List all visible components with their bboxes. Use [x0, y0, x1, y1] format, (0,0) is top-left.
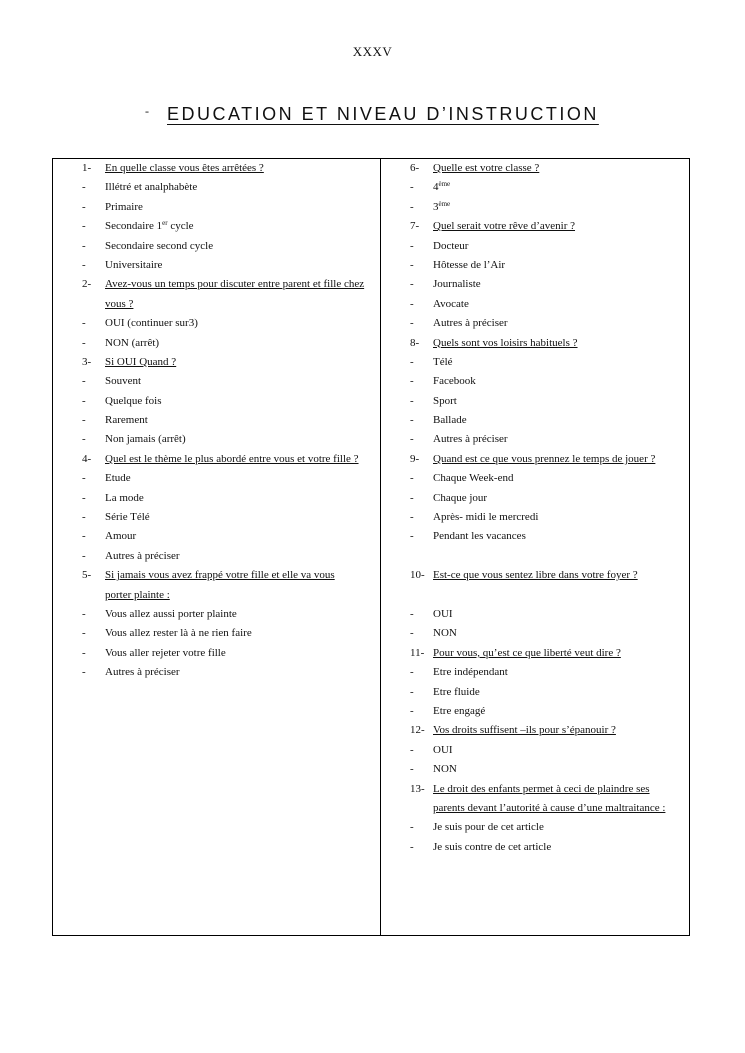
- item-marker: -: [410, 181, 414, 194]
- item-marker: -: [82, 511, 86, 524]
- item-marker: -: [410, 258, 414, 271]
- item-text: Universitaire: [105, 258, 163, 271]
- question-text: [105, 566, 335, 585]
- option-text: [105, 334, 159, 353]
- item-marker: -: [82, 394, 86, 407]
- answer-option: [410, 198, 685, 217]
- item-text: Secondaire second cycle: [105, 239, 214, 252]
- item-marker: -: [410, 200, 414, 213]
- answer-option: [82, 644, 382, 663]
- item-text: Docteur: [433, 239, 469, 252]
- option-text: [105, 430, 186, 449]
- question-text: [433, 721, 616, 740]
- option-text: [105, 624, 252, 643]
- answer-option: [410, 178, 685, 197]
- blank-row: [410, 547, 685, 566]
- option-text: [105, 256, 162, 275]
- answer-option: [410, 663, 685, 682]
- item-marker: -: [410, 414, 414, 427]
- item-text: Quel serait votre rêve d’avenir ?: [433, 220, 576, 233]
- item-marker: -: [82, 181, 86, 194]
- question-row: [82, 295, 382, 314]
- answer-option: [410, 527, 685, 546]
- answer-option: [82, 314, 382, 333]
- question-row: [410, 450, 685, 469]
- item-marker: 1-: [82, 162, 92, 174]
- answer-option: [410, 256, 685, 275]
- item-marker: 5-: [82, 569, 92, 582]
- answer-option: [410, 702, 685, 721]
- option-text: [105, 644, 226, 663]
- option-text: [433, 198, 450, 217]
- item-marker: -: [82, 666, 86, 679]
- answer-option: [410, 469, 685, 488]
- option-text: [105, 469, 131, 488]
- item-text: Pendant les vacances: [433, 530, 526, 543]
- item-text: porter plainte :: [105, 588, 170, 601]
- item-marker: -: [410, 278, 414, 291]
- item-marker: -: [82, 239, 86, 252]
- item-marker: 4-: [82, 452, 92, 465]
- item-text: Autres à préciser: [105, 549, 180, 562]
- item-marker: -: [82, 491, 86, 504]
- option-text: [433, 624, 457, 643]
- option-text: [433, 314, 508, 333]
- option-text: [433, 295, 469, 314]
- question-text: [433, 159, 539, 178]
- answer-option: [82, 411, 382, 430]
- item-text: Avocate: [433, 297, 469, 310]
- answer-option: [82, 663, 382, 682]
- answer-option: [410, 430, 685, 449]
- answer-option: [410, 275, 685, 294]
- option-text: [433, 489, 487, 508]
- item-marker: 11-: [410, 646, 425, 659]
- item-text: Le droit des enfants permet à ceci de plaindre ses: [433, 782, 650, 795]
- question-text: [433, 566, 638, 585]
- item-text: Hôtesse de l’Air: [433, 258, 506, 271]
- item-marker: -: [410, 317, 414, 330]
- item-marker: -: [410, 355, 414, 368]
- option-text: [105, 527, 136, 546]
- item-text: En quelle classe vous êtes arrêtées ?: [105, 162, 264, 174]
- answer-option: [410, 760, 685, 779]
- title-text: EDUCATION ET NIVEAU D’INSTRUCTION: [167, 104, 599, 124]
- item-text: Autres à préciser: [433, 317, 508, 330]
- answer-option: [82, 527, 382, 546]
- answer-option: [410, 392, 685, 411]
- question-row: [82, 586, 382, 605]
- superscript: ème: [438, 199, 451, 208]
- option-text: [105, 314, 198, 333]
- answer-option: [410, 838, 685, 857]
- item-marker: -: [410, 704, 414, 717]
- question-text: [433, 217, 575, 236]
- right-column: [410, 159, 685, 857]
- answer-option: [410, 605, 685, 624]
- item-text-suffix: cycle: [167, 220, 194, 233]
- item-marker: -: [82, 627, 86, 640]
- question-text: [105, 159, 264, 178]
- item-marker: -: [410, 666, 414, 679]
- item-text: Rarement: [105, 414, 148, 427]
- item-text: Secondaire 1: [105, 220, 163, 233]
- item-text: Vos droits suffisent –ils pour s’épanouir ?: [433, 724, 616, 737]
- item-marker: 7-: [410, 220, 420, 233]
- item-text: Quelle est votre classe ?: [433, 162, 540, 174]
- item-marker: -: [82, 220, 86, 233]
- option-text: [105, 392, 162, 411]
- answer-option: [82, 430, 382, 449]
- item-marker: -: [410, 743, 414, 756]
- item-marker: -: [410, 297, 414, 310]
- item-marker: -: [410, 685, 414, 698]
- item-text: Après- midi le mercredi: [433, 511, 539, 524]
- superscript: er: [162, 219, 168, 228]
- answer-option: [82, 624, 382, 643]
- option-text: [433, 605, 453, 624]
- item-text: Quel est le thème le plus abordé entre vous et votre fille ?: [105, 452, 359, 465]
- answer-option: [82, 334, 382, 353]
- option-text: [105, 489, 144, 508]
- answer-option: [82, 178, 382, 197]
- option-text: [433, 392, 457, 411]
- question-row: [410, 217, 685, 236]
- option-text: [433, 527, 526, 546]
- question-text: [433, 799, 665, 818]
- answer-option: [410, 295, 685, 314]
- question-text: [105, 450, 359, 469]
- option-text: [433, 275, 481, 294]
- answer-option: [82, 489, 382, 508]
- item-text: Je suis contre de cet article: [433, 840, 552, 853]
- option-text: [433, 430, 508, 449]
- answer-option: [410, 818, 685, 837]
- option-text: [433, 372, 476, 391]
- option-text: [105, 547, 180, 566]
- item-text: OUI: [433, 743, 453, 756]
- item-marker: -: [410, 763, 414, 776]
- option-text: [433, 741, 453, 760]
- answer-option: [410, 314, 685, 333]
- option-text: [433, 508, 538, 527]
- item-marker: -: [410, 472, 414, 485]
- item-text: NON: [433, 627, 457, 640]
- answer-option: [410, 683, 685, 702]
- option-text: [433, 256, 505, 275]
- option-text: [105, 217, 194, 236]
- question-row: [410, 721, 685, 740]
- item-marker: -: [410, 375, 414, 388]
- item-marker: -: [410, 607, 414, 620]
- item-text: Si jamais vous avez frappé votre fille et elle va vous: [105, 569, 335, 582]
- option-text: [433, 838, 551, 857]
- item-marker: -: [82, 530, 86, 543]
- item-text: OUI (continuer sur3): [105, 317, 198, 330]
- item-text: Autres à préciser: [105, 666, 180, 679]
- question-row: [410, 159, 685, 178]
- question-text: [433, 780, 650, 799]
- superscript: ème: [438, 180, 451, 189]
- option-text: [105, 411, 148, 430]
- option-text: [105, 237, 213, 256]
- question-text: [433, 334, 578, 353]
- item-text: Vous allez rester là à ne rien faire: [105, 627, 252, 640]
- question-row: [410, 334, 685, 353]
- item-marker: 10-: [410, 569, 425, 582]
- item-text: Quand est ce que vous prennez le temps de jouer ?: [433, 452, 656, 465]
- item-text: Primaire: [105, 200, 143, 213]
- title-dash: -: [145, 104, 149, 118]
- item-marker: -: [82, 646, 86, 659]
- option-text: [105, 508, 150, 527]
- item-text: parents devant l’autorité à cause d’une maltraitance :: [433, 801, 666, 814]
- item-text: Est-ce que vous sentez libre dans votre foyer ?: [433, 569, 638, 582]
- item-text: Etude: [105, 472, 131, 485]
- item-marker: -: [82, 607, 86, 620]
- question-row: [82, 566, 382, 585]
- item-text: La mode: [105, 491, 144, 504]
- item-marker: 13-: [410, 782, 425, 795]
- answer-option: [410, 508, 685, 527]
- item-marker: 12-: [410, 724, 425, 737]
- option-text: [433, 411, 467, 430]
- item-text: Ballade: [433, 414, 467, 427]
- item-marker: 2-: [82, 278, 92, 291]
- left-column: [82, 159, 382, 683]
- item-text: Chaque jour: [433, 491, 488, 504]
- item-text: Autres à préciser: [433, 433, 508, 446]
- answer-option: [82, 469, 382, 488]
- item-text: Vous allez aussi porter plainte: [105, 607, 237, 620]
- item-text: Quels sont vos loisirs habituels ?: [433, 336, 578, 349]
- item-text: Quelque fois: [105, 394, 162, 407]
- option-text: [433, 178, 450, 197]
- blank-row: [410, 586, 685, 605]
- question-text: [105, 353, 176, 372]
- item-marker: 9-: [410, 452, 420, 465]
- question-row: [82, 159, 382, 178]
- item-text: Sport: [433, 394, 457, 407]
- option-text: [433, 702, 485, 721]
- question-row: [410, 644, 685, 663]
- answer-option: [410, 411, 685, 430]
- option-text: [433, 353, 453, 372]
- option-text: [105, 372, 141, 391]
- option-text: [105, 605, 237, 624]
- answer-option: [82, 605, 382, 624]
- option-text: [433, 683, 480, 702]
- answer-option: [82, 372, 382, 391]
- question-row: [410, 780, 685, 799]
- answer-option: [82, 256, 382, 275]
- item-text: Non jamais (arrêt): [105, 433, 186, 446]
- item-text: Souvent: [105, 375, 142, 388]
- question-row: [410, 566, 685, 585]
- answer-option: [410, 353, 685, 372]
- question-row: [82, 353, 382, 372]
- item-text: Facebook: [433, 375, 476, 388]
- question-text: [105, 275, 364, 294]
- item-text: 4: [433, 181, 439, 194]
- answer-option: [82, 392, 382, 411]
- answer-option: [410, 624, 685, 643]
- item-marker: -: [410, 821, 414, 834]
- option-text: [433, 760, 457, 779]
- item-text: Etre indépendant: [433, 666, 508, 679]
- item-text: Je suis pour de cet article: [433, 821, 544, 834]
- item-marker: -: [410, 627, 414, 640]
- item-text: Journaliste: [433, 278, 481, 291]
- item-marker: -: [82, 472, 86, 485]
- answer-option: [82, 508, 382, 527]
- item-marker: -: [410, 239, 414, 252]
- item-text: NON (arrêt): [105, 336, 160, 349]
- answer-option: [410, 237, 685, 256]
- answer-option: [82, 237, 382, 256]
- item-marker: 3-: [82, 355, 92, 368]
- option-text: [433, 818, 544, 837]
- item-text: vous ?: [105, 297, 134, 310]
- question-text: [433, 450, 655, 469]
- item-text: 3: [433, 200, 439, 213]
- item-marker: -: [82, 336, 86, 349]
- question-text: [433, 644, 621, 663]
- item-text: Si OUI Quand ?: [105, 355, 177, 368]
- question-text: [105, 586, 170, 605]
- item-text: Etre engagé: [433, 704, 486, 717]
- item-marker: -: [410, 433, 414, 446]
- option-text: [433, 663, 508, 682]
- item-marker: -: [82, 258, 86, 271]
- item-marker: -: [82, 317, 86, 330]
- answer-option: [410, 489, 685, 508]
- item-text: Illétré et analphabète: [105, 181, 198, 194]
- answer-option: [82, 547, 382, 566]
- item-marker: -: [410, 491, 414, 504]
- answer-option: [410, 372, 685, 391]
- questionnaire-table: [52, 158, 690, 936]
- item-text: Pour vous, qu’est ce que liberté veut dire ?: [433, 646, 621, 659]
- question-row: [82, 450, 382, 469]
- item-text: Amour: [105, 530, 137, 543]
- item-marker: 8-: [410, 336, 420, 349]
- item-marker: -: [82, 549, 86, 562]
- option-text: [105, 198, 143, 217]
- item-text: Télé: [433, 355, 453, 368]
- option-text: [105, 663, 180, 682]
- item-marker: -: [82, 375, 86, 388]
- item-text: OUI: [433, 607, 453, 620]
- item-marker: -: [410, 511, 414, 524]
- option-text: [433, 237, 468, 256]
- item-marker: -: [82, 200, 86, 213]
- item-marker: 6-: [410, 162, 420, 174]
- question-text: [105, 295, 133, 314]
- question-row: [410, 799, 685, 818]
- item-text: NON: [433, 763, 457, 776]
- option-text: [105, 178, 197, 197]
- option-text: [433, 469, 513, 488]
- page-number: XXXV: [352, 44, 393, 59]
- item-text: Avez-vous un temps pour discuter entre parent et fille chez: [105, 278, 365, 291]
- answer-option: [410, 741, 685, 760]
- item-text: Etre fluide: [433, 685, 480, 698]
- item-text: Chaque Week-end: [433, 472, 514, 485]
- section-title: [145, 104, 599, 128]
- item-marker: -: [410, 530, 414, 543]
- item-marker: -: [410, 394, 414, 407]
- item-marker: -: [82, 414, 86, 427]
- item-text: Série Télé: [105, 511, 150, 524]
- item-marker: -: [410, 840, 414, 853]
- answer-option: [82, 217, 382, 236]
- item-text: Vous aller rejeter votre fille: [105, 646, 226, 659]
- question-row: [82, 275, 382, 294]
- answer-option: [82, 198, 382, 217]
- item-marker: -: [82, 433, 86, 446]
